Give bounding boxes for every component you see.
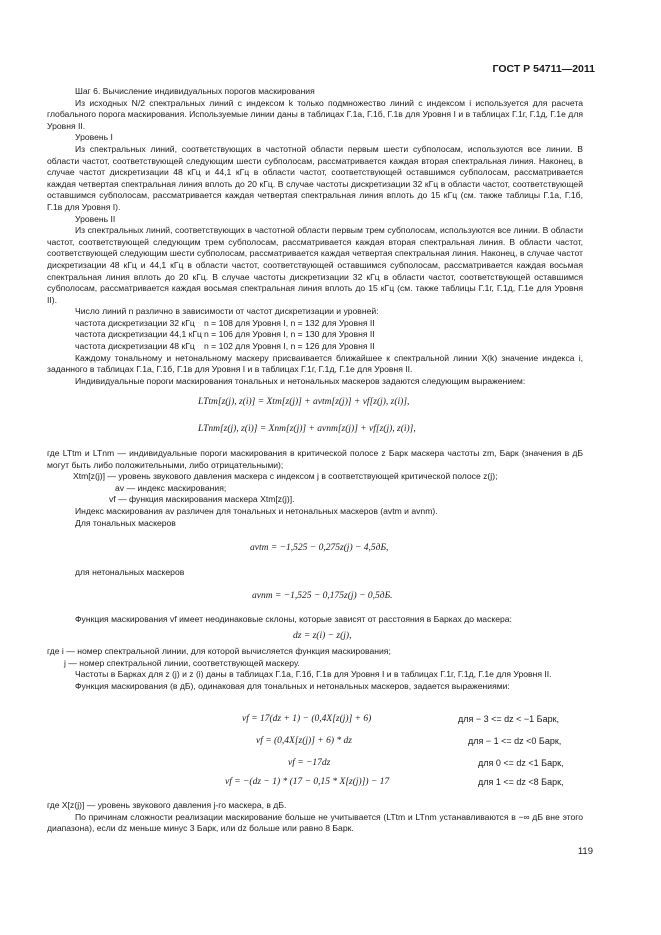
frequency-row — [47, 329, 583, 341]
formula-dz: dz = z(i) − z(j), — [293, 631, 352, 641]
definitions-block — [47, 448, 583, 529]
vf-intro-block — [47, 614, 583, 626]
vf-formula-1: vf = 17(dz + 1) − (0,4X[z(j)] + 6) — [242, 714, 372, 724]
step6-title: Шаг 6. Вычисление индивидуальных порогов маскирования — [75, 86, 315, 96]
frequency-row — [47, 341, 583, 353]
standard-header: ГОСТ Р 54711—2011 — [492, 63, 595, 75]
vf-db-paragraph: Функция маскирования (в дБ), одинаковая для тональных и нетональных маскеров, задается выражениями: — [75, 680, 510, 691]
masker-paragraph: Каждому тональному и нетональному маскеру присваивается ближайшее к спектральной линии X(k) значение индекса i, заданного в таблицах Г.1а, Г.1б, Г.1в для Уровня I и в таблицах Г.1г, Г.1д, Г.1е для Уровня II. — [47, 352, 583, 375]
level1-title: Уровень I — [75, 132, 113, 143]
vf-range-2: для − 1 <= dz <0 Барк, — [468, 736, 562, 746]
closing-block — [47, 800, 583, 835]
vf-definition: vf — функция маскирования маскера Xtm[z(j)]. — [109, 494, 295, 505]
i-definition: где i — номер спектральной линии, для которой вычисляется функция маскирования; — [47, 646, 391, 656]
index-definitions — [47, 646, 583, 692]
body-text-top — [47, 86, 583, 387]
where-lt-definition: где LTtm и LTnm — индивидуальные пороги маскирования в критической полосе z Барк маскера частоты zm, Барк (значения в дБ могут быть либо положительными, либо отрицательными); — [47, 448, 583, 470]
frequency-value: n = 102 для Уровня I, n = 126 для Уровня II — [204, 341, 375, 352]
vf-formula-4: vf = −(dz − 1) * (17 − 0,15 * X[z(j)]) − 17 — [225, 777, 390, 787]
frequency-value: n = 108 для Уровня I, n = 132 для Уровня II — [204, 317, 375, 328]
nontonal-label: для нетональных маскеров — [75, 567, 185, 577]
vf-range-3: для 0 <= dz <1 Барк, — [478, 758, 564, 768]
n-lines-intro: Число линий n различно в зависимости от частот дискретизации и уровней: — [75, 306, 379, 317]
level1-paragraph: Из спектральных линий, соответствующих в частотной области первым шести субполосам, используются все линии. В области частот, соответствующей следующим шести субполосам, рассматривается каждая вторая спектральная линия. Наконец, в случае частот дискретизации 48 кГц и 44,1 кГц в области частот, соответствующей оставшимся субполосам, рассматривается каждая четвертая спектральная линия вплоть до 20 кГц. В случае частоты дискретизации 32 кГц в области частот, соответствующей оставшимся субполосам, рассматривается каждая четвертая спектральная линия вплоть до 15 кГц (см. также таблицы Г.1а, Г.1б, Г.1в для Уровня I). — [47, 143, 583, 212]
nontonal-block — [47, 567, 583, 579]
level2-title: Уровень II — [75, 213, 116, 224]
frequency-table — [47, 318, 583, 353]
formula-av-nontonal: avnm = −1,525 − 0,175z(j) − 0,5дБ. — [252, 591, 393, 601]
frequency-row — [47, 318, 583, 330]
x-definition: Xtm[z(j)] — уровень звукового давления маскера с индексом j в соответствующей критической полосе z(j); — [73, 471, 498, 482]
frequency-value: n = 106 для Уровня I, n = 130 для Уровня II — [204, 329, 375, 340]
av-differs-paragraph: Индекс маскирования av различен для тональных и нетональных маскеров (avtm и avnm). — [75, 505, 438, 516]
vf-range-1: для − 3 <= dz < −1 Барк, — [458, 714, 560, 724]
page-number: 119 — [577, 846, 593, 857]
intro-paragraph: Из исходных N/2 спектральных линий с индексом k только подмножество линий с индексом i используется для расчета глобального порога маскирования. Используемые линии даны в таблицах Г.1а, Г.1б, Г.1в для Уровня I и в таблицах Г.1г, Г.1д, Г.1е для Уровня II. — [47, 97, 583, 131]
j-definition: j — номер спектральной линии, соответствующей маскеру. — [64, 657, 300, 668]
thresholds-paragraph: Индивидуальные пороги маскирования тональных и нетональных маскеров задаются следующим выражением: — [75, 375, 526, 386]
final-paragraph: По причинам сложности реализации маскирование больше не учитывается (LTtm и LTnm устанавливаются в −∞ дБ вне этого диапазона), если dz меньше минус 3 Барк, или dz больше или равно 8 Барк. — [47, 811, 583, 834]
vf-paragraph: Функция маскирования vf имеет неодинаковые склоны, которые зависят от расстояния в Барках до маскера: — [75, 614, 512, 624]
frequency-label: частота дискретизации 48 кГц — [75, 341, 195, 352]
vf-formula-2: vf = (0,4X[z(j)] + 6) * dz — [256, 736, 352, 746]
vf-formula-3: vf = −17dz — [288, 758, 331, 768]
vf-range-4: для 1 <= dz <8 Барк, — [478, 777, 564, 787]
level2-paragraph: Из спектральных линий, соответствующих в частотной области первым трем субполосам, используются все линии. В области частот, соответствующей следующим трем субполосам, рассматривается каждая вторая спектральная линия. В области частот, соответствующей следующим шести субполосам, рассматривается каждая четвертая спектральная линия. Наконец, в случае частот дискретизации 48 кГц и 44,1 кГц в области частот, соответствующей оставшимся субполосам, рассматривается каждая восьмая спектральная линия вплоть до 20 кГц. В случае частоты дискретизации 32 кГц в области частот, соответствующей оставшимся субполосам, рассматривается каждая восьмая спектральная линия вплоть до 15 кГц (см. также таблицы Г.1г, Г.1д, Г.1е для Уровня II). — [47, 225, 583, 305]
formula-av-tonal: avtm = −1,525 − 0,275z(j) − 4,5дБ, — [250, 543, 389, 553]
tonal-label: Для тональных маскеров — [75, 517, 176, 528]
av-definition: av — индекс маскирования; — [115, 482, 227, 493]
formula-lt-nontonal: LTnm[z(j), z(i)] = Xnm[z(j)] + avnm[z(j)] + vf[z(j), z(i)], — [198, 424, 416, 434]
where-x-definition: где X[z(j)] — уровень звукового давления j-го маскера, в дБ. — [47, 800, 287, 810]
formula-lt-tonal: LTtm[z(j), z(i)] = Xtm[z(j)] + avtm[z(j)] + vf[z(j), z(i)], — [198, 397, 410, 407]
bark-paragraph: Частоты в Барках для z (j) и z (i) даны в таблицах Г.1а, Г.1б, Г.1в для Уровня I и в таблицах Г.1г, Г.1д, Г.1е для Уровня II. — [75, 669, 552, 680]
frequency-label: частота дискретизации 44,1 кГц — [75, 329, 202, 340]
frequency-label: частота дискретизации 32 кГц — [75, 317, 195, 328]
